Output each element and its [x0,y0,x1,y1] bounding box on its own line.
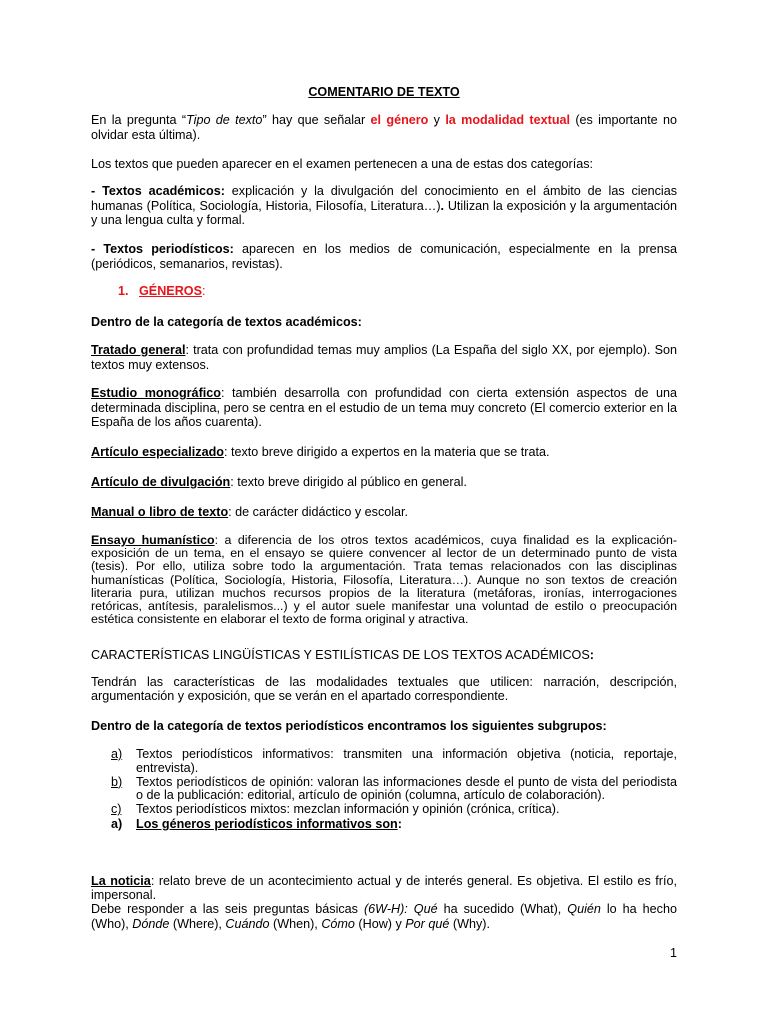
section-heading-generos: 1. GÉNEROS: [118,284,206,298]
journalistic-category-intro: Dentro de la categoría de textos periodísticos encontramos los siguientes subgrupos: [91,719,607,733]
genre-estudio-monografico: Estudio monográfico: también desarrolla con profundidad con cierta extensión aspectos de una determinada disciplina, pero se centra en el estudio de un tema muy concreto (El comercio exterior en la España de los años cuarenta). [91,386,678,430]
page-title: COMENTARIO DE TEXTO [308,85,460,99]
page-number: 1 [670,946,678,960]
journalistic-texts-paragraph: - Textos periodísticos: aparecen en los medios de comunicación, especialmente en la prensa (periódicos, semanarios, revistas). [91,242,677,271]
academic-texts-paragraph: - Textos académicos: explicación y la divulgación del conocimiento en el ámbito de las ciencias humanas (Política, Sociología, Historia, Filosofía, Literatura…). Utilizan la exposición y la argumentación y una lengua culta y formal. [91,184,677,228]
informative-genres-heading: a) Los géneros periodísticos informativos son: [111,817,402,831]
characteristics-text: Tendrán las características de las modalidades textuales que utilicen: narración, descripción, argumentación y exposición, que se verán en el apartado correspondiente. [91,675,677,703]
list-item: a) Textos periodísticos informativos: transmiten una información objetiva (noticia, reportaje, entrevista). [111,747,677,775]
genre-manual: Manual o libro de texto: de carácter didáctico y escolar. [91,505,409,519]
genre-articulo-divulgacion: Artículo de divulgación: texto breve dirigido al público en general. [91,475,467,489]
highlight-genero: el género [370,113,429,127]
genre-tratado-general: Tratado general: trata con profundidad temas muy amplios (La España del siglo XX, por ejemplo). Son textos muy extensos. [91,343,677,372]
genre-articulo-especializado: Artículo especializado: texto breve dirigido a expertos en la materia que se trata. [91,445,550,459]
academic-category-intro: Dentro de la categoría de textos académicos: [91,315,362,329]
journalistic-subgroups-list [111,748,677,817]
highlight-modalidad: la modalidad textual [445,113,571,127]
genre-ensayo-humanistico: Ensayo humanístico: a diferencia de los otros textos académicos, cuya finalidad es la explicación-exposición de un tema, en el ensayo se quiere convencer al lector de un determinado punto de vista (tesis). Por ello, utiliza sobre todo la argumentación. Trata temas relacionados con las disciplinas humanísticas (Política, Sociología, Historia, Filosofía, Literatura…). Aunque no son textos de creación literaria pura, utilizan muchos recursos propios de la literatura (metáforas, ironías, interrogaciones retóricas, antítesis, paralelismos...) y el autor suele manifestar una voluntad de estilo o preocupación estética consistente en elaborar el texto de forma original y atractiva. [91,533,677,627]
genre-noticia: La noticia: relato breve de un acontecimiento actual y de interés general. Es objetiva. El estilo es frío, impersonal. Debe responder a las seis preguntas básicas (6W-H): Qué ha sucedido (What), Quién lo ha hecho (Who), Dónde (Where), Cuándo (When), Cómo (How) y Por qué (Why). [91,874,678,931]
list-item: c) Textos periodísticos mixtos: mezclan información y opinión (crónica, crítica). [111,802,560,817]
list-item: b) Textos periodísticos de opinión: valoran las informaciones desde el punto de vista del periodista o de la publicación: editorial, artículo de opinión (columna, artículo de colaboración). [111,774,677,803]
characteristics-heading: CARACTERÍSTICAS LINGÜÍSTICAS Y ESTILÍSTICAS DE LOS TEXTOS ACADÉMICOS: [91,648,594,662]
intro-paragraph: En la pregunta “Tipo de texto” hay que señalar el género y la modalidad textual (es importante no olvidar esta última). [91,113,677,142]
categories-intro: Los textos que pueden aparecer en el examen pertenecen a una de estas dos categorías: [91,157,593,171]
